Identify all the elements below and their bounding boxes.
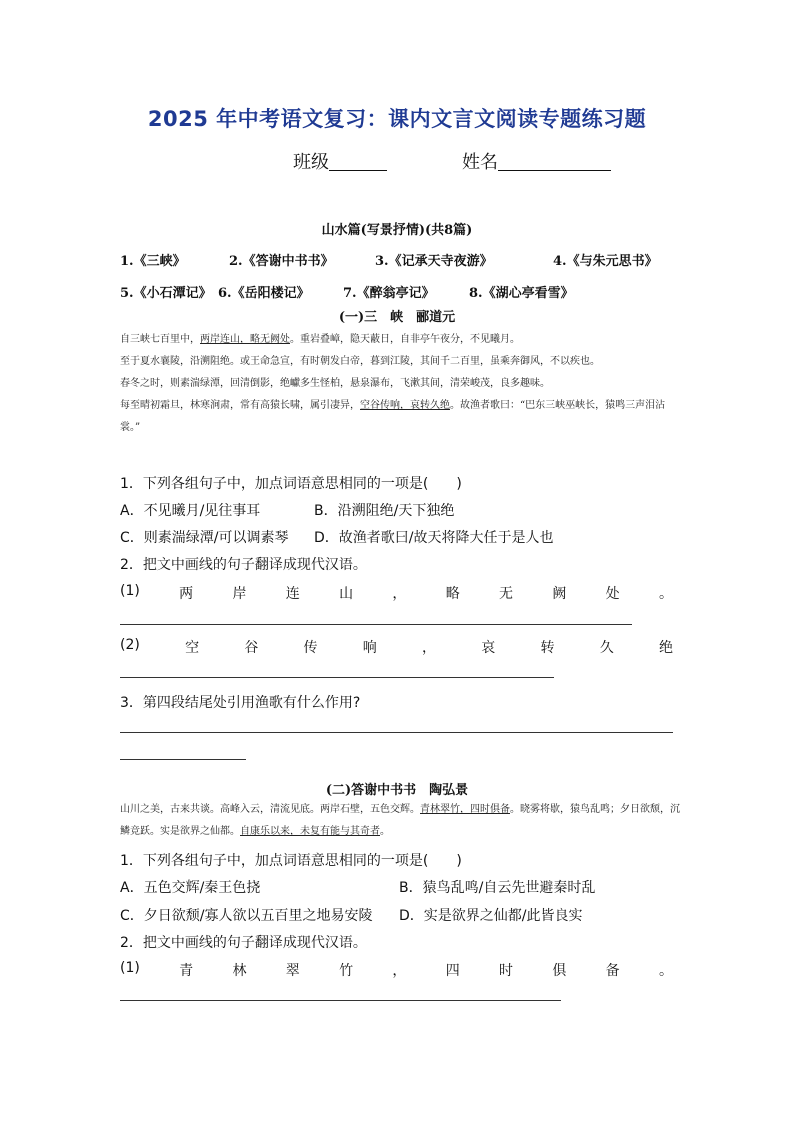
book-item: 4.《与朱元思书》 <box>553 254 658 269</box>
answer-line[interactable] <box>120 677 554 678</box>
option-d[interactable]: D．故渔者歌曰/故天将降大任于是人也 <box>314 530 554 546</box>
underlined-sentence: 自康乐以来，未复有能与其奇者 <box>240 826 380 837</box>
underlined-sentence: 两岸连山，略无阙处 <box>200 334 290 345</box>
book-item: 3.《记承天寺夜游》 <box>375 254 493 269</box>
name-label: 姓名 <box>462 152 498 173</box>
book-item: 2.《答谢中书书》 <box>229 254 334 269</box>
answer-line[interactable] <box>120 732 673 733</box>
passage-paragraph: 春冬之时，则素湍绿潭，回清倒影，绝巘多生怪柏，悬泉瀑布，飞漱其间，清荣峻茂，良多趣味。 <box>120 378 550 389</box>
translate-sentence-2: (2) 空 谷 传 响 ， 哀 转 久 绝 <box>120 637 673 656</box>
passage-paragraph: 每至晴初霜旦，林寒涧肃，常有高猿长啸，属引凄异，空谷传响，哀转久绝。故渔者歌曰：“巴东三峡巫峡长，猿鸣三声泪沾裳。” <box>120 400 666 433</box>
question-2: 2．把文中画线的句子翻译成现代汉语。 <box>120 935 367 951</box>
passage-heading: (二)答谢中书书 陶弘景 <box>325 783 469 798</box>
class-blank[interactable] <box>329 152 387 171</box>
answer-line[interactable] <box>120 624 632 625</box>
name-field[interactable] <box>462 148 611 174</box>
option-b[interactable]: B．沿溯阻绝/天下独绝 <box>314 503 455 519</box>
answer-line[interactable] <box>120 759 246 760</box>
passage-heading: (一)三 峡 郦道元 <box>338 310 456 325</box>
book-item: 7.《醉翁亭记》 <box>343 286 435 301</box>
question-3: 3．第四段结尾处引用渔歌有什么作用? <box>120 695 361 711</box>
option-a[interactable]: A．五色交辉/秦王色挠 <box>120 880 261 896</box>
name-blank[interactable] <box>498 152 611 171</box>
question-1: 1．下列各组句子中，加点词语意思相同的一项是( ) <box>120 476 462 492</box>
passage-text <box>120 799 680 843</box>
book-item: 8.《湖心亭看雪》 <box>469 286 574 301</box>
book-item: 5.《小石潭记》 <box>120 286 212 301</box>
option-d[interactable]: D．实是欲界之仙都/此皆良实 <box>399 908 583 924</box>
underlined-sentence: 空谷传响，哀转久绝 <box>360 400 450 411</box>
book-item: 1.《三峡》 <box>120 254 186 269</box>
passage-paragraph: 自三峡七百里中，两岸连山，略无阙处。重岩叠嶂，隐天蔽日，自非亭午夜分，不见曦月。 <box>120 334 520 345</box>
question-2: 2．把文中画线的句子翻译成现代汉语。 <box>120 557 367 573</box>
option-c[interactable]: C．则素湍绿潭/可以调素琴 <box>120 530 289 546</box>
option-b[interactable]: B．猿鸟乱鸣/自云先世避秦时乱 <box>399 880 596 896</box>
option-a[interactable]: A．不见曦月/见往事耳 <box>120 503 261 519</box>
class-field[interactable] <box>293 148 387 174</box>
translate-sentence-1: (1) 青 林 翠 竹 ， 四 时 俱 备 。 <box>120 960 673 979</box>
passage-paragraph: 山川之美，古来共谈。高峰入云，清流见底。两岸石壁，五色交辉。青林翠竹，四时俱备。晓雾将歇，猿鸟乱鸣；夕日欲颓，沉鳞竞跃。实是欲界之仙都。自康乐以来，未复有能与其奇者。 <box>120 804 680 837</box>
passage-paragraph: 至于夏水襄陵，沿溯阻绝。或王命急宣，有时朝发白帝，暮到江陵，其间千二百里，虽乘奔御风，不以疾也。 <box>120 356 600 367</box>
option-c[interactable]: C．夕日欲颓/寡人欲以五百里之地易安陵 <box>120 908 373 924</box>
section-heading: 山水篇(写景抒情)(共8篇) <box>321 223 473 238</box>
class-label: 班级 <box>293 152 329 173</box>
book-item: 6.《岳阳楼记》 <box>218 286 310 301</box>
underlined-sentence: 青林翠竹，四时俱备 <box>420 804 510 815</box>
answer-line[interactable] <box>120 1000 561 1001</box>
question-1: 1．下列各组句子中，加点词语意思相同的一项是( ) <box>120 853 462 869</box>
translate-sentence-1: (1) 两 岸 连 山 ， 略 无 阙 处 。 <box>120 583 673 602</box>
page-title: 2025 年中考语文复习：课内文言文阅读专题练习题 <box>147 107 647 131</box>
passage-text <box>120 329 680 439</box>
